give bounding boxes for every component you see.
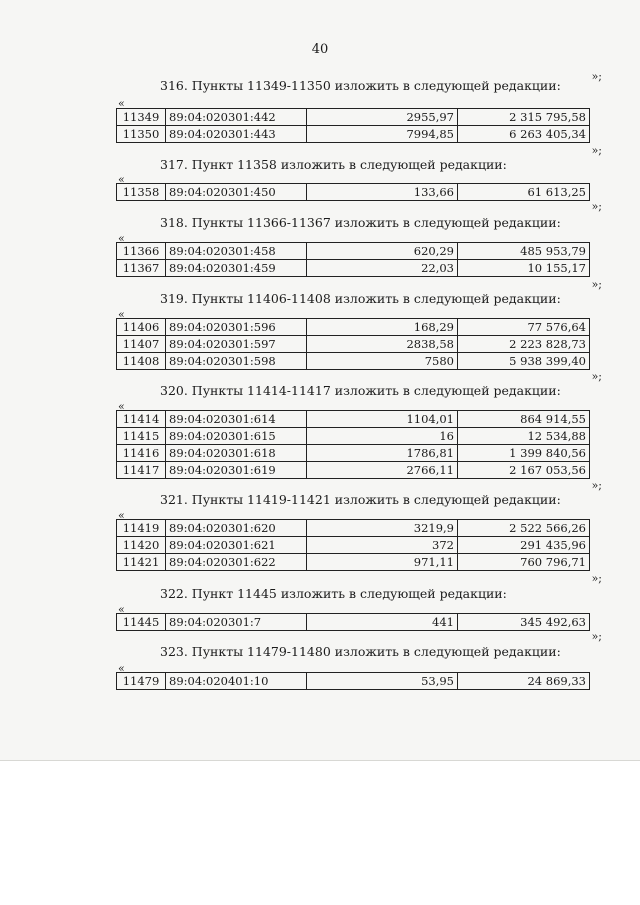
open-quote: «	[118, 662, 125, 675]
data-table	[116, 108, 590, 143]
close-quote: »;	[591, 200, 602, 213]
cadastral-number: 89:04:020301:618	[166, 445, 307, 462]
close-quote: »;	[591, 278, 602, 291]
cost-value: 6 263 405,34	[458, 126, 590, 143]
open-quote: «	[118, 400, 125, 413]
area-value: 16	[307, 428, 458, 445]
data-table	[116, 519, 590, 571]
data-table	[116, 672, 590, 690]
open-quote: «	[118, 603, 125, 616]
area-value: 168,29	[307, 319, 458, 336]
open-quote: «	[118, 509, 125, 522]
item-number: 11349	[117, 109, 166, 126]
table-row	[117, 243, 590, 260]
item-number: 11479	[117, 673, 166, 690]
section-heading: 321. Пункты 11419-11421 изложить в следующей редакции:	[160, 492, 561, 507]
cost-value: 2 522 566,26	[458, 520, 590, 537]
close-quote-top: »;	[591, 70, 602, 83]
close-quote: »;	[591, 370, 602, 383]
cadastral-number: 89:04:020301:596	[166, 319, 307, 336]
cadastral-number: 89:04:020301:7	[166, 614, 307, 631]
cost-value: 24 869,33	[458, 673, 590, 690]
cadastral-number: 89:04:020301:597	[166, 336, 307, 353]
item-number: 11366	[117, 243, 166, 260]
item-number: 11420	[117, 537, 166, 554]
table-row	[117, 319, 590, 336]
item-number: 11408	[117, 353, 166, 370]
table-row	[117, 554, 590, 571]
table-row	[117, 673, 590, 690]
cadastral-number: 89:04:020301:450	[166, 184, 307, 201]
table-row	[117, 614, 590, 631]
close-quote: »;	[591, 630, 602, 643]
cost-value: 2 315 795,58	[458, 109, 590, 126]
table-row	[117, 336, 590, 353]
data-table	[116, 183, 590, 201]
cost-value: 485 953,79	[458, 243, 590, 260]
close-quote: »;	[591, 144, 602, 157]
item-number: 11367	[117, 260, 166, 277]
cost-value: 291 435,96	[458, 537, 590, 554]
area-value: 133,66	[307, 184, 458, 201]
cost-value: 345 492,63	[458, 614, 590, 631]
close-quote: »;	[591, 572, 602, 585]
item-number: 11414	[117, 411, 166, 428]
open-quote: «	[118, 97, 125, 110]
area-value: 2766,11	[307, 462, 458, 479]
cadastral-number: 89:04:020301:622	[166, 554, 307, 571]
area-value: 53,95	[307, 673, 458, 690]
cost-value: 5 938 399,40	[458, 353, 590, 370]
cadastral-number: 89:04:020301:620	[166, 520, 307, 537]
cost-value: 1 399 840,56	[458, 445, 590, 462]
cadastral-number: 89:04:020301:598	[166, 353, 307, 370]
table-row	[117, 126, 590, 143]
section-heading: 322. Пункт 11445 изложить в следующей редакции:	[160, 586, 507, 601]
item-number: 11350	[117, 126, 166, 143]
cadastral-number: 89:04:020301:442	[166, 109, 307, 126]
data-table	[116, 410, 590, 479]
table-row	[117, 520, 590, 537]
item-number: 11415	[117, 428, 166, 445]
table-row	[117, 462, 590, 479]
section-heading: 317. Пункт 11358 изложить в следующей редакции:	[160, 157, 507, 172]
table-row	[117, 445, 590, 462]
cadastral-number: 89:04:020301:459	[166, 260, 307, 277]
table-row	[117, 411, 590, 428]
item-number: 11417	[117, 462, 166, 479]
data-table	[116, 613, 590, 631]
cost-value: 760 796,71	[458, 554, 590, 571]
table-row	[117, 260, 590, 277]
table-row	[117, 184, 590, 201]
item-number: 11421	[117, 554, 166, 571]
cost-value: 12 534,88	[458, 428, 590, 445]
cost-value: 10 155,17	[458, 260, 590, 277]
cost-value: 2 167 053,56	[458, 462, 590, 479]
cost-value: 2 223 828,73	[458, 336, 590, 353]
cadastral-number: 89:04:020301:443	[166, 126, 307, 143]
area-value: 7580	[307, 353, 458, 370]
item-number: 11407	[117, 336, 166, 353]
section-heading: 319. Пункты 11406-11408 изложить в следующей редакции:	[160, 291, 561, 306]
cadastral-number: 89:04:020301:621	[166, 537, 307, 554]
area-value: 1786,81	[307, 445, 458, 462]
data-table	[116, 318, 590, 370]
table-row	[117, 109, 590, 126]
area-value: 441	[307, 614, 458, 631]
close-quote: »;	[591, 479, 602, 492]
cost-value: 61 613,25	[458, 184, 590, 201]
cadastral-number: 89:04:020301:615	[166, 428, 307, 445]
open-quote: «	[118, 308, 125, 321]
item-number: 11358	[117, 184, 166, 201]
page-number: 40	[311, 42, 329, 57]
cost-value: 864 914,55	[458, 411, 590, 428]
area-value: 22,03	[307, 260, 458, 277]
area-value: 372	[307, 537, 458, 554]
area-value: 2955,97	[307, 109, 458, 126]
area-value: 7994,85	[307, 126, 458, 143]
item-number: 11416	[117, 445, 166, 462]
area-value: 3219,9	[307, 520, 458, 537]
cadastral-number: 89:04:020401:10	[166, 673, 307, 690]
open-quote: «	[118, 173, 125, 186]
section-heading: 323. Пункты 11479-11480 изложить в следующей редакции:	[160, 644, 561, 659]
area-value: 1104,01	[307, 411, 458, 428]
cadastral-number: 89:04:020301:614	[166, 411, 307, 428]
item-number: 11419	[117, 520, 166, 537]
item-number: 11445	[117, 614, 166, 631]
area-value: 971,11	[307, 554, 458, 571]
cadastral-number: 89:04:020301:619	[166, 462, 307, 479]
item-number: 11406	[117, 319, 166, 336]
table-row	[117, 537, 590, 554]
section-heading: 318. Пункты 11366-11367 изложить в следующей редакции:	[160, 215, 561, 230]
open-quote: «	[118, 232, 125, 245]
section-heading: 320. Пункты 11414-11417 изложить в следующей редакции:	[160, 383, 561, 398]
area-value: 2838,58	[307, 336, 458, 353]
data-table	[116, 242, 590, 277]
table-row	[117, 353, 590, 370]
cost-value: 77 576,64	[458, 319, 590, 336]
table-row	[117, 428, 590, 445]
section-heading: 316. Пункты 11349-11350 изложить в следующей редакции:	[160, 78, 561, 93]
cadastral-number: 89:04:020301:458	[166, 243, 307, 260]
area-value: 620,29	[307, 243, 458, 260]
